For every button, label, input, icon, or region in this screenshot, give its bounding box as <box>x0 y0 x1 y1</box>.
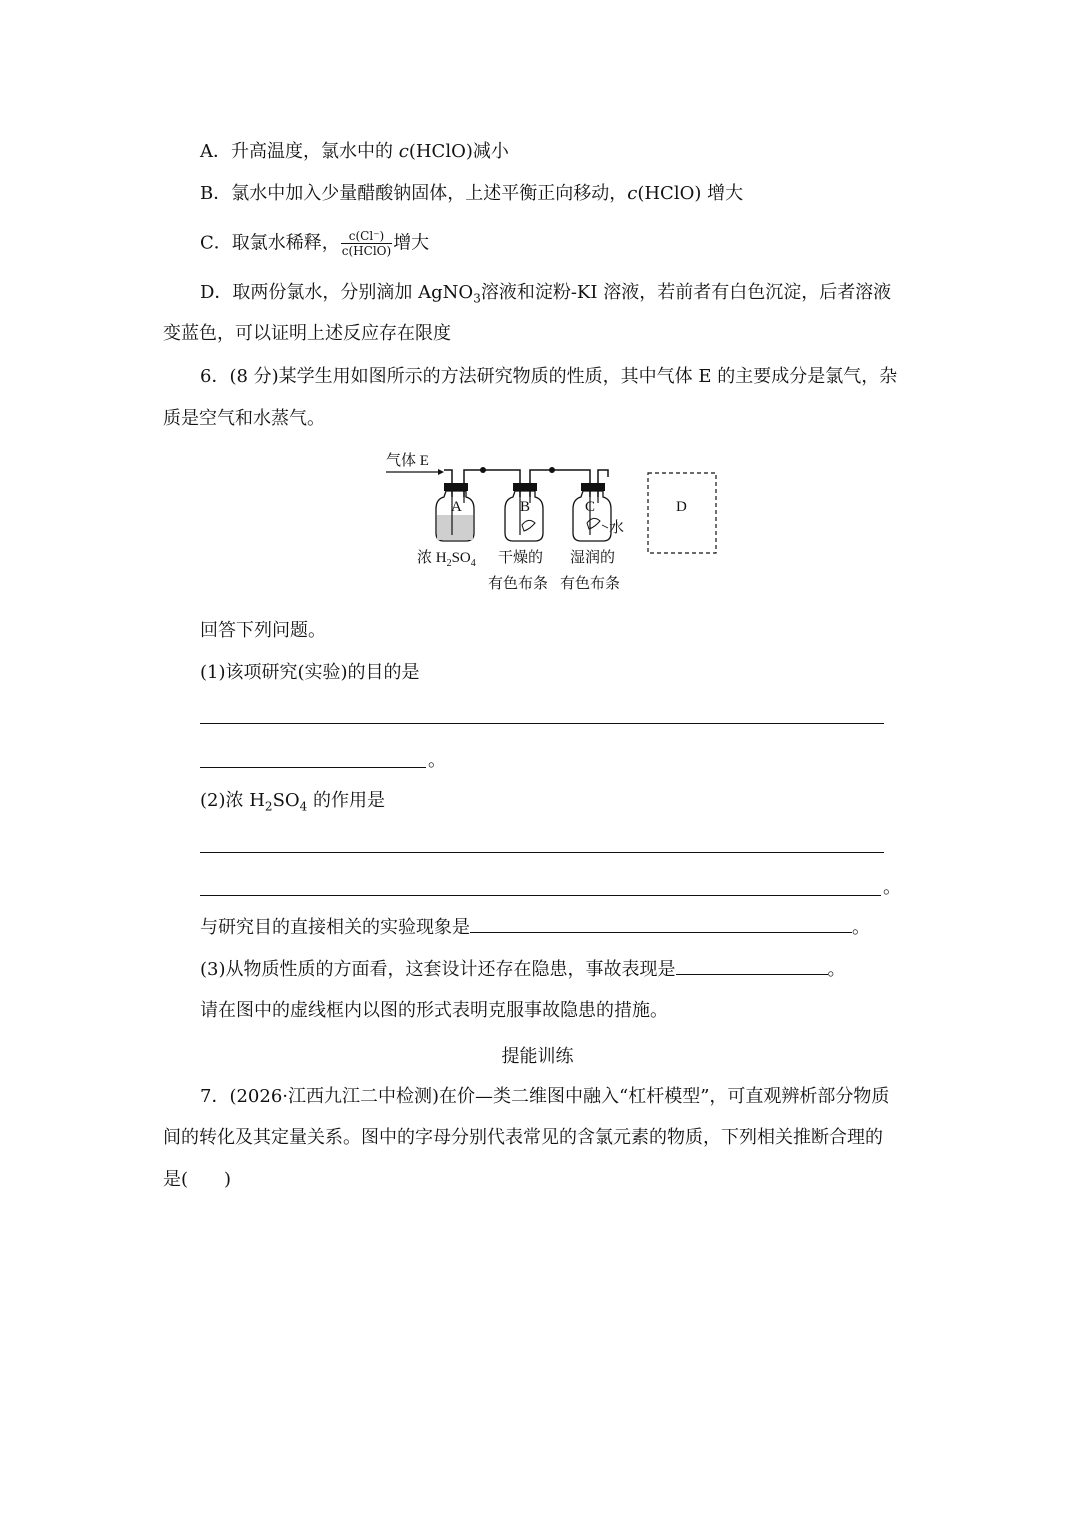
bottle-a-label: A <box>451 499 462 515</box>
label-c-line1: 湿润的 <box>570 550 616 566</box>
option-a-text: A．升高温度，氯水中的 <box>200 141 399 162</box>
option-b-var: c <box>627 183 638 204</box>
answer-2-period: 。 <box>883 877 901 898</box>
phenomenon-line <box>200 916 870 939</box>
water-label: 水 <box>609 520 625 536</box>
label-a: 浓 $H_2SO_4$ <box>417 550 476 569</box>
answer-1-line-b[interactable] <box>200 767 426 768</box>
q6-line1: 6．(8 分)某学生用如图所示的方法研究物质的性质，其中气体 E 的主要成分是氯气，杂 <box>200 366 898 387</box>
bottle-c-label: C <box>585 499 596 515</box>
option-a-var: c <box>398 141 409 162</box>
question-3 <box>200 958 846 981</box>
question-2-text: (2)浓 H <box>200 790 265 811</box>
fraction-numerator: c(Cl⁻) <box>341 229 392 244</box>
label-b-line2: 有色布条 <box>488 576 549 592</box>
label-b-line1: 干燥的 <box>498 550 544 566</box>
question-3-blank[interactable] <box>676 958 828 975</box>
option-b-text: B．氯水中加入少量醋酸钠固体，上述平衡正向移动， <box>200 183 628 204</box>
question-3-text: (3)从物质性质的方面看，这套设计还存在隐患，事故表现是 <box>200 959 676 980</box>
clamp-2 <box>549 467 555 473</box>
q7-line3: 是( ) <box>163 1169 232 1190</box>
box-d-label: D <box>676 499 687 515</box>
answer-1-period: 。 <box>428 750 446 771</box>
option-c <box>200 229 429 258</box>
tube-a-b <box>464 470 520 497</box>
section-title: 提能训练 <box>501 1046 574 1067</box>
option-a <box>200 141 509 163</box>
option-d-text-end: 溶液和淀粉-KI 溶液，若前者有白色沉淀，后者溶液 <box>480 282 892 303</box>
bottle-b <box>505 483 543 541</box>
option-d-line1 <box>200 282 891 304</box>
label-c-line2: 有色布条 <box>560 576 621 592</box>
option-c-fraction <box>341 229 392 258</box>
option-c-text-end: 增大 <box>393 232 430 254</box>
bottle-b-label: B <box>520 499 531 515</box>
phenomenon-period: 。 <box>852 917 870 938</box>
q7-line1: 7．(2026·江西九江二中检测)在价—类二维图中融入“杠杆模型”，可直观辨析部分物质 <box>200 1086 890 1107</box>
option-d-line2: 变蓝色，可以证明上述反应存在限度 <box>163 323 451 344</box>
fraction-denominator: c(HClO) <box>341 244 392 258</box>
option-a-text-end: (HClO)减小 <box>408 141 509 162</box>
answer-intro: 回答下列问题。 <box>200 620 326 641</box>
option-b <box>200 183 743 205</box>
draw-instruction: 请在图中的虚线框内以图的形式表明克服事故隐患的措施。 <box>200 1000 668 1021</box>
option-d-subscript: 3 <box>473 291 481 306</box>
option-c-text: C．取氯水稀释， <box>200 232 340 254</box>
q7-line2: 间的转化及其定量关系。图中的字母分别代表常见的含氯元素的物质，下列相关推断合理的 <box>163 1127 883 1148</box>
question-2 <box>200 790 385 812</box>
option-d-text: D．取两份氯水，分别滴加 AgNO <box>200 282 474 303</box>
clamp-1 <box>480 467 486 473</box>
bottle-c <box>573 483 624 541</box>
q6-line2: 质是空气和水蒸气。 <box>163 408 325 429</box>
answer-1-line-a[interactable] <box>200 723 884 724</box>
question-2-sub2: 4 <box>299 799 308 814</box>
phenomenon-text: 与研究目的直接相关的实验现象是 <box>200 917 470 938</box>
answer-2-line-a[interactable] <box>200 852 884 853</box>
question-2-so: SO <box>272 790 300 811</box>
answer-2-line-b[interactable] <box>200 895 881 896</box>
phenomenon-blank[interactable] <box>470 916 852 933</box>
bottle-a <box>436 483 474 541</box>
inlet-arrow-head <box>438 469 444 475</box>
option-b-text-end: (HClO) 增大 <box>637 183 744 204</box>
apparatus-figure <box>380 445 725 605</box>
gas-e-label: 气体 E <box>386 453 429 469</box>
question-2-text-end: 的作用是 <box>307 790 386 811</box>
question-1: (1)该项研究(实验)的目的是 <box>200 662 420 683</box>
question-2-sub1: 2 <box>264 799 273 814</box>
question-3-period: 。 <box>827 959 846 980</box>
